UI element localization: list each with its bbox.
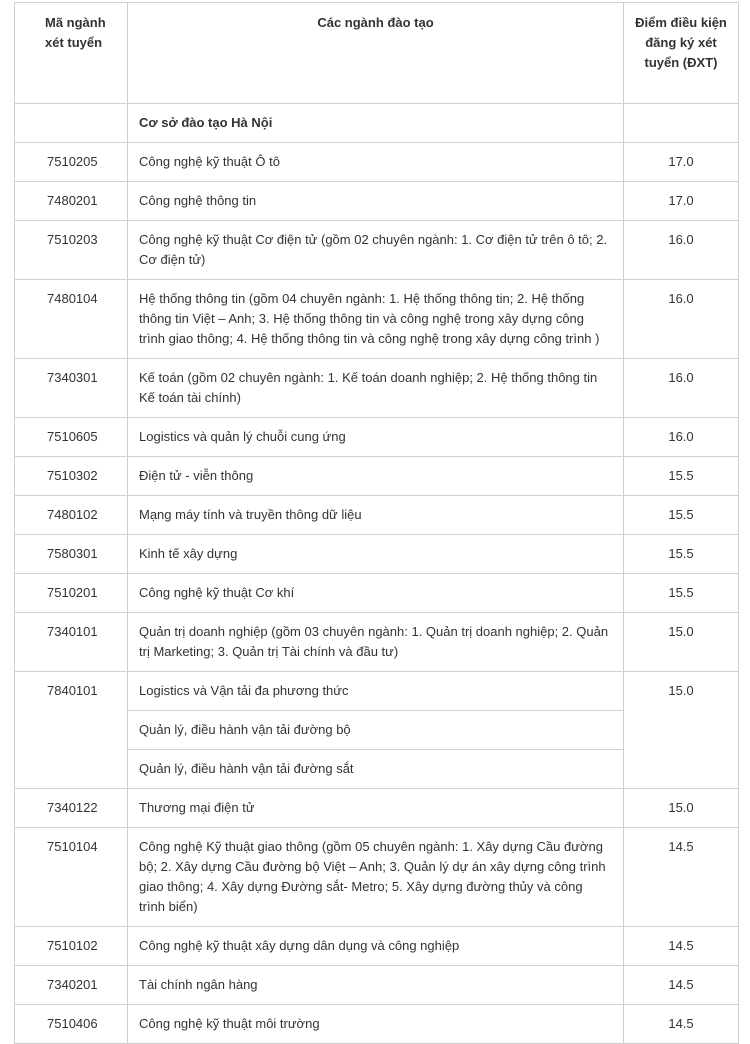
header-score: Điểm điều kiện đăng ký xét tuyển (ĐXT)	[624, 3, 739, 104]
row-score: 15.5	[624, 457, 739, 496]
table-row	[15, 221, 739, 280]
row-code: 7510406	[15, 1005, 128, 1044]
row-score: 15.5	[624, 574, 739, 613]
row-name: Hệ thống thông tin (gồm 04 chuyên ngành: 1. Hệ thống thông tin; 2. Hệ thống thông tin Việt – Anh; 3. Hệ thống thông tin và công nghệ trong xây dựng công trình giao thông; 4. Hệ thống thông tin và công nghệ trong xây dựng công trình )	[128, 280, 624, 359]
table-row	[15, 1005, 739, 1044]
row-code: 7510605	[15, 418, 128, 457]
row-name: Thương mại điện tử	[128, 789, 624, 828]
row-score: 15.0	[624, 789, 739, 828]
row-code: 7480201	[15, 182, 128, 221]
group-name: Quản lý, điều hành vận tải đường sắt	[128, 750, 624, 789]
row-code: 7340301	[15, 359, 128, 418]
row-score: 14.5	[624, 1005, 739, 1044]
table-row	[15, 613, 739, 672]
row-name: Công nghệ kỹ thuật Cơ khí	[128, 574, 624, 613]
row-score: 16.0	[624, 280, 739, 359]
table-row	[15, 535, 739, 574]
table-row	[15, 496, 739, 535]
row-name: Tài chính ngân hàng	[128, 966, 624, 1005]
row-code: 7510203	[15, 221, 128, 280]
row-score: 16.0	[624, 359, 739, 418]
row-score: 16.0	[624, 418, 739, 457]
section-score-cell	[624, 104, 739, 143]
section-title: Cơ sở đào tạo Hà Nội	[128, 104, 624, 143]
table-row	[15, 143, 739, 182]
table-row-group	[15, 672, 739, 711]
row-score: 17.0	[624, 182, 739, 221]
table-header-row	[15, 3, 739, 104]
section-code-cell	[15, 104, 128, 143]
row-code: 7510205	[15, 143, 128, 182]
section-row	[15, 104, 739, 143]
header-name: Các ngành đào tạo	[128, 3, 624, 104]
header-code: Mã ngành xét tuyển	[15, 3, 128, 104]
row-name: Logistics và quản lý chuỗi cung ứng	[128, 418, 624, 457]
row-code: 7480104	[15, 280, 128, 359]
row-code: 7510104	[15, 828, 128, 927]
row-code: 7340201	[15, 966, 128, 1005]
group-score: 15.0	[624, 672, 739, 789]
row-code: 7510102	[15, 927, 128, 966]
row-name: Công nghệ kỹ thuật môi trường	[128, 1005, 624, 1044]
row-score: 15.5	[624, 535, 739, 574]
row-name: Công nghệ thông tin	[128, 182, 624, 221]
row-code: 7340101	[15, 613, 128, 672]
row-name: Điện tử - viễn thông	[128, 457, 624, 496]
table-row	[15, 927, 739, 966]
table-row	[15, 789, 739, 828]
row-name: Kế toán (gồm 02 chuyên ngành: 1. Kế toán doanh nghiệp; 2. Hệ thống thông tin Kế toán tài chính)	[128, 359, 624, 418]
row-score: 14.5	[624, 966, 739, 1005]
row-code: 7510302	[15, 457, 128, 496]
row-score: 14.5	[624, 828, 739, 927]
row-code: 7510201	[15, 574, 128, 613]
group-code: 7840101	[15, 672, 128, 789]
row-name: Quản trị doanh nghiệp (gồm 03 chuyên ngành: 1. Quản trị doanh nghiệp; 2. Quản trị Marketing; 3. Quản trị Tài chính và đầu tư)	[128, 613, 624, 672]
table-row	[15, 359, 739, 418]
row-name: Kinh tế xây dựng	[128, 535, 624, 574]
admission-table	[14, 2, 739, 1044]
row-code: 7580301	[15, 535, 128, 574]
table-row	[15, 828, 739, 927]
row-code: 7480102	[15, 496, 128, 535]
row-score: 16.0	[624, 221, 739, 280]
table-row	[15, 457, 739, 496]
row-code: 7340122	[15, 789, 128, 828]
row-score: 15.5	[624, 496, 739, 535]
table-row	[15, 182, 739, 221]
row-name: Công nghệ Kỹ thuật giao thông (gồm 05 chuyên ngành: 1. Xây dựng Cầu đường bộ; 2. Xây dựng Cầu đường bộ Việt – Anh; 3. Quản lý dự án xây dựng công trình giao thông; 4. Xây dựng Đường sắt- Metro; 5. Xây dựng đường thủy và công trình biển)	[128, 828, 624, 927]
row-score: 17.0	[624, 143, 739, 182]
table-row	[15, 280, 739, 359]
row-score: 14.5	[624, 927, 739, 966]
group-name: Quản lý, điều hành vận tải đường bộ	[128, 711, 624, 750]
row-score: 15.0	[624, 613, 739, 672]
row-name: Công nghệ kỹ thuật Cơ điện tử (gồm 02 chuyên ngành: 1. Cơ điện tử trên ô tô; 2. Cơ điện tử)	[128, 221, 624, 280]
table-row	[15, 418, 739, 457]
row-name: Mạng máy tính và truyền thông dữ liệu	[128, 496, 624, 535]
row-name: Công nghệ kỹ thuật xây dựng dân dụng và công nghiệp	[128, 927, 624, 966]
table-row	[15, 966, 739, 1005]
group-name: Logistics và Vận tải đa phương thức	[128, 672, 624, 711]
row-name: Công nghệ kỹ thuật Ô tô	[128, 143, 624, 182]
table-row	[15, 574, 739, 613]
